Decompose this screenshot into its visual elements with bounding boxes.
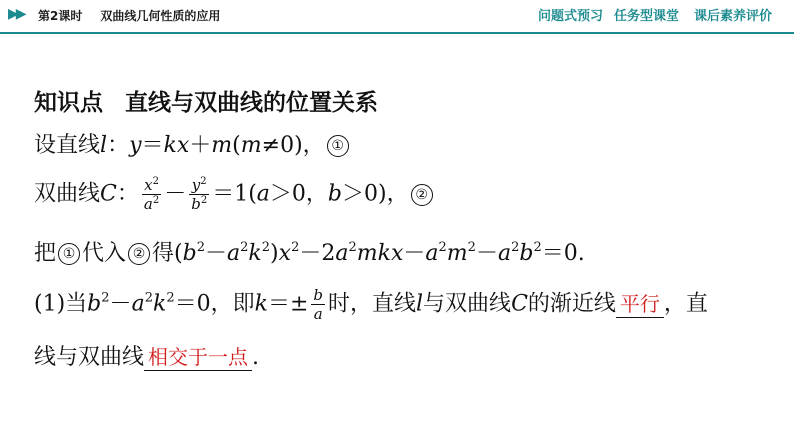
exponent: 2 [511,240,520,255]
var-a: a [335,241,349,266]
var-a: a [143,195,153,213]
var-x: x [144,176,153,194]
text-segment: 时，直线 [327,291,416,317]
text-segment: ＝0，即 [174,291,255,317]
var-m: m [211,133,233,158]
answer-blank: 相交于一点 [144,344,252,371]
text-segment: 双曲线 [34,181,101,207]
text-segment: ： [107,133,130,158]
exponent: 2 [291,240,300,255]
var-k: k [254,291,268,317]
text-segment: 把 [34,241,57,266]
exponent: 2 [200,195,208,206]
exponent: 2 [101,290,110,306]
var-a: a [313,305,323,323]
var-C: C [100,181,117,207]
lesson-name: 双曲线几何性质的应用 [100,9,221,23]
text-segment: ： [116,181,139,207]
var-b: b [191,195,201,213]
circle-number: ① [327,135,349,157]
text-segment: － [403,241,426,266]
var-a: a [227,241,241,266]
var-l: l [100,133,108,158]
var-b: b [327,181,343,207]
var-a: a [497,241,512,266]
section-heading [34,84,378,117]
text-segment: － [109,291,132,317]
heading-text: 直线与双曲线的位置关系 [125,90,378,116]
var-a: a [256,181,270,207]
line-substitution [34,236,585,267]
text-segment: － [164,181,187,207]
var-m: m [446,241,468,266]
circle-number: ② [411,184,433,206]
line-case-1 [34,286,708,323]
text-segment: ≠0)， [261,133,325,158]
text-segment: ＞0， [269,181,328,207]
var-C: C [511,291,528,317]
var-b: b [87,291,102,317]
line-definition [34,128,351,159]
text-segment: 代入 [82,241,127,266]
exponent: 2 [152,176,159,187]
heading-label: 知识点 [34,90,103,116]
var-y: y [129,133,142,158]
text-segment: －2 [299,241,336,266]
exponent: 2 [261,240,271,255]
exponent: 2 [166,290,175,306]
exponent: 2 [144,290,153,306]
var-x: x [278,241,292,266]
fraction-b-a [311,286,325,323]
circle-number: ② [128,243,150,265]
exponent: 2 [438,240,447,255]
text-segment: 的渐近线 [527,291,616,317]
text-segment: (1)当 [34,291,88,317]
text-segment: 设直线 [34,133,101,158]
var-a: a [131,291,145,317]
exponent: 2 [200,176,207,187]
answer-blank: 平行 [616,291,664,318]
exponent: 2 [196,240,205,255]
text-segment: － [205,241,228,266]
exponent: 2 [240,240,249,255]
var-m: m [240,133,262,158]
text-segment: ＝ [141,133,164,158]
text-segment: ( [232,133,241,158]
text-segment: ＝0. [541,241,585,266]
var-b: b [519,241,534,266]
fraction-y2-b2 [189,176,209,213]
fraction-x2-a2 [142,176,161,213]
tab-preview[interactable]: 问题式预习 [538,9,604,24]
exponent: 2 [533,240,542,255]
line-case-1-continued [34,340,259,371]
text-segment: ＞0)， [342,181,409,207]
var-mkx: mkx [356,241,404,266]
line-hyperbola [34,176,435,213]
text-segment: 与双曲线 [423,291,512,317]
tab-classroom[interactable]: 任务型课堂 [614,9,680,24]
double-arrow-icon: ▶▶ [8,6,24,22]
text-segment: 线与双曲线 [34,345,145,370]
var-k: k [248,241,262,266]
text-segment: － [475,241,498,266]
circle-number: ① [58,243,80,265]
var-kx: kx [163,133,190,158]
var-b: b [313,286,323,304]
var-a: a [425,241,439,266]
text-segment: ＝± [267,291,309,317]
var-b: b [182,241,197,266]
var-y: y [191,176,201,194]
top-bar [0,0,794,32]
header-divider [0,32,794,34]
exponent: 2 [467,240,476,255]
exponent: 2 [152,195,160,206]
text-segment: ＋ [189,133,212,158]
lesson-number: 第2课时 [38,9,83,23]
text-segment: ) [270,241,279,266]
text-segment: ＝1( [212,181,257,207]
text-segment: ，直 [663,291,708,317]
lesson-title [38,7,220,24]
text-segment: . [252,345,260,370]
text-segment: 得( [152,241,183,266]
exponent: 2 [348,240,357,255]
tab-evaluation[interactable]: 课后素养评价 [694,9,773,24]
var-k: k [152,291,167,317]
var-l: l [416,291,424,317]
